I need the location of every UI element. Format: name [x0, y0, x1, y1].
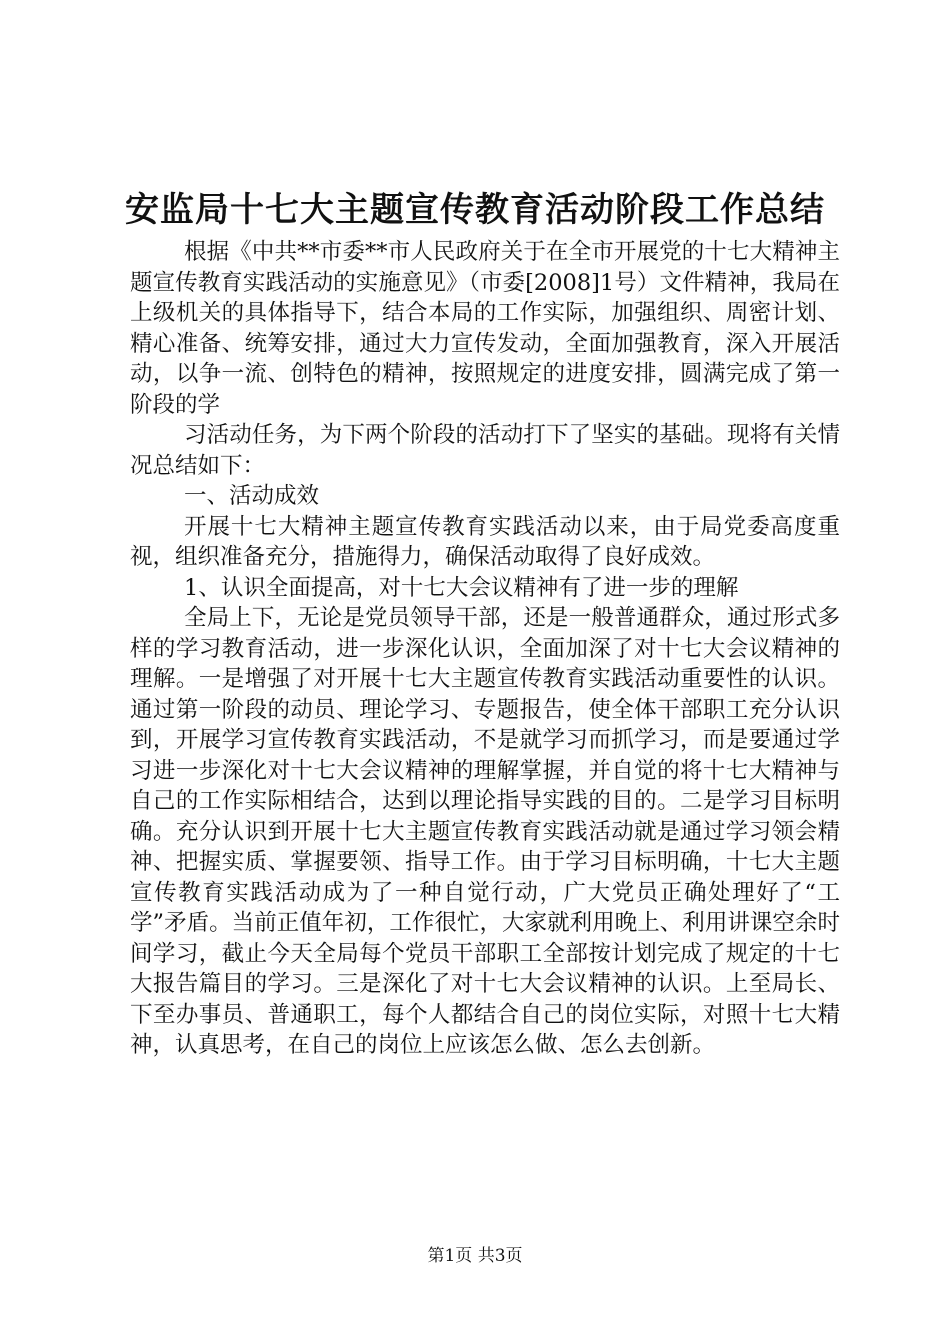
subsection-heading-1: 1、认识全面提高，对十七大会议精神有了进一步的理解: [184, 574, 739, 601]
document-title: 安监局十七大主题宣传教育活动阶段工作总结: [125, 190, 825, 230]
paragraph-intro: 根据《中共**市委**市人民政府关于在全市开展党的十七大精神主题宣传教育实践活动的实施意见》（市委[2008]1号）文件精神，我局在上级机关的具体指导下，结合本局的工作实际，加强组织、周密计划、精心准备、统筹安排，通过大力宣传发动，全面加强教育，深入开展活动，以争一流、创特色的精神，按照规定的进度安排，圆满完成了第一阶段的学: [130, 239, 840, 418]
page-number-footer: 第1页 共3页: [427, 1246, 523, 1266]
paragraph-understanding: 全局上下，无论是党员领导干部，还是一般普通群众，通过形式多样的学习教育活动，进一步深化认识，全面加深了对十七大会议精神的理解。一是增强了对开展十七大主题宣传教育实践活动重要性的认识。通过第一阶段的动员、理论学习、专题报告，使全体干部职工充分认识到，开展学习宣传教育实践活动，不是就学习而抓学习，而是要通过学习进一步深化对十七大会议精神的理解掌握，并自觉的将十七大精神与自己的工作实际相结合，达到以理论指导实践的目的。二是学习目标明确。充分认识到开展十七大主题宣传教育实践活动就是通过学习领会精神、把握实质、掌握要领、指导工作。由于学习目标明确，十七大主题宣传教育实践活动成为了一种自觉行动，广大党员正确处理好了“工学”矛盾。当前正值年初，工作很忙，大家就利用晚上、利用讲课空余时间学习，截止今天全局每个党员干部职工全部按计划完成了规定的十七大报告篇目的学习。三是深化了对十七大会议精神的认识。上至局长、下至办事员、普通职工，每个人都结合自己的岗位实际，对照十七大精神，认真思考，在自己的岗位上应该怎么做、怎么去创新。: [130, 605, 840, 1058]
paragraph-results: 开展十七大精神主题宣传教育实践活动以来，由于局党委高度重视，组织准备充分，措施得力，确保活动取得了良好成效。: [130, 513, 840, 570]
document-body: [130, 237, 840, 1061]
section-heading-results: 一、活动成效: [184, 483, 320, 509]
paragraph-intro-continued: 习活动任务，为下两个阶段的活动打下了坚实的基础。现将有关情况总结如下：: [130, 422, 840, 479]
